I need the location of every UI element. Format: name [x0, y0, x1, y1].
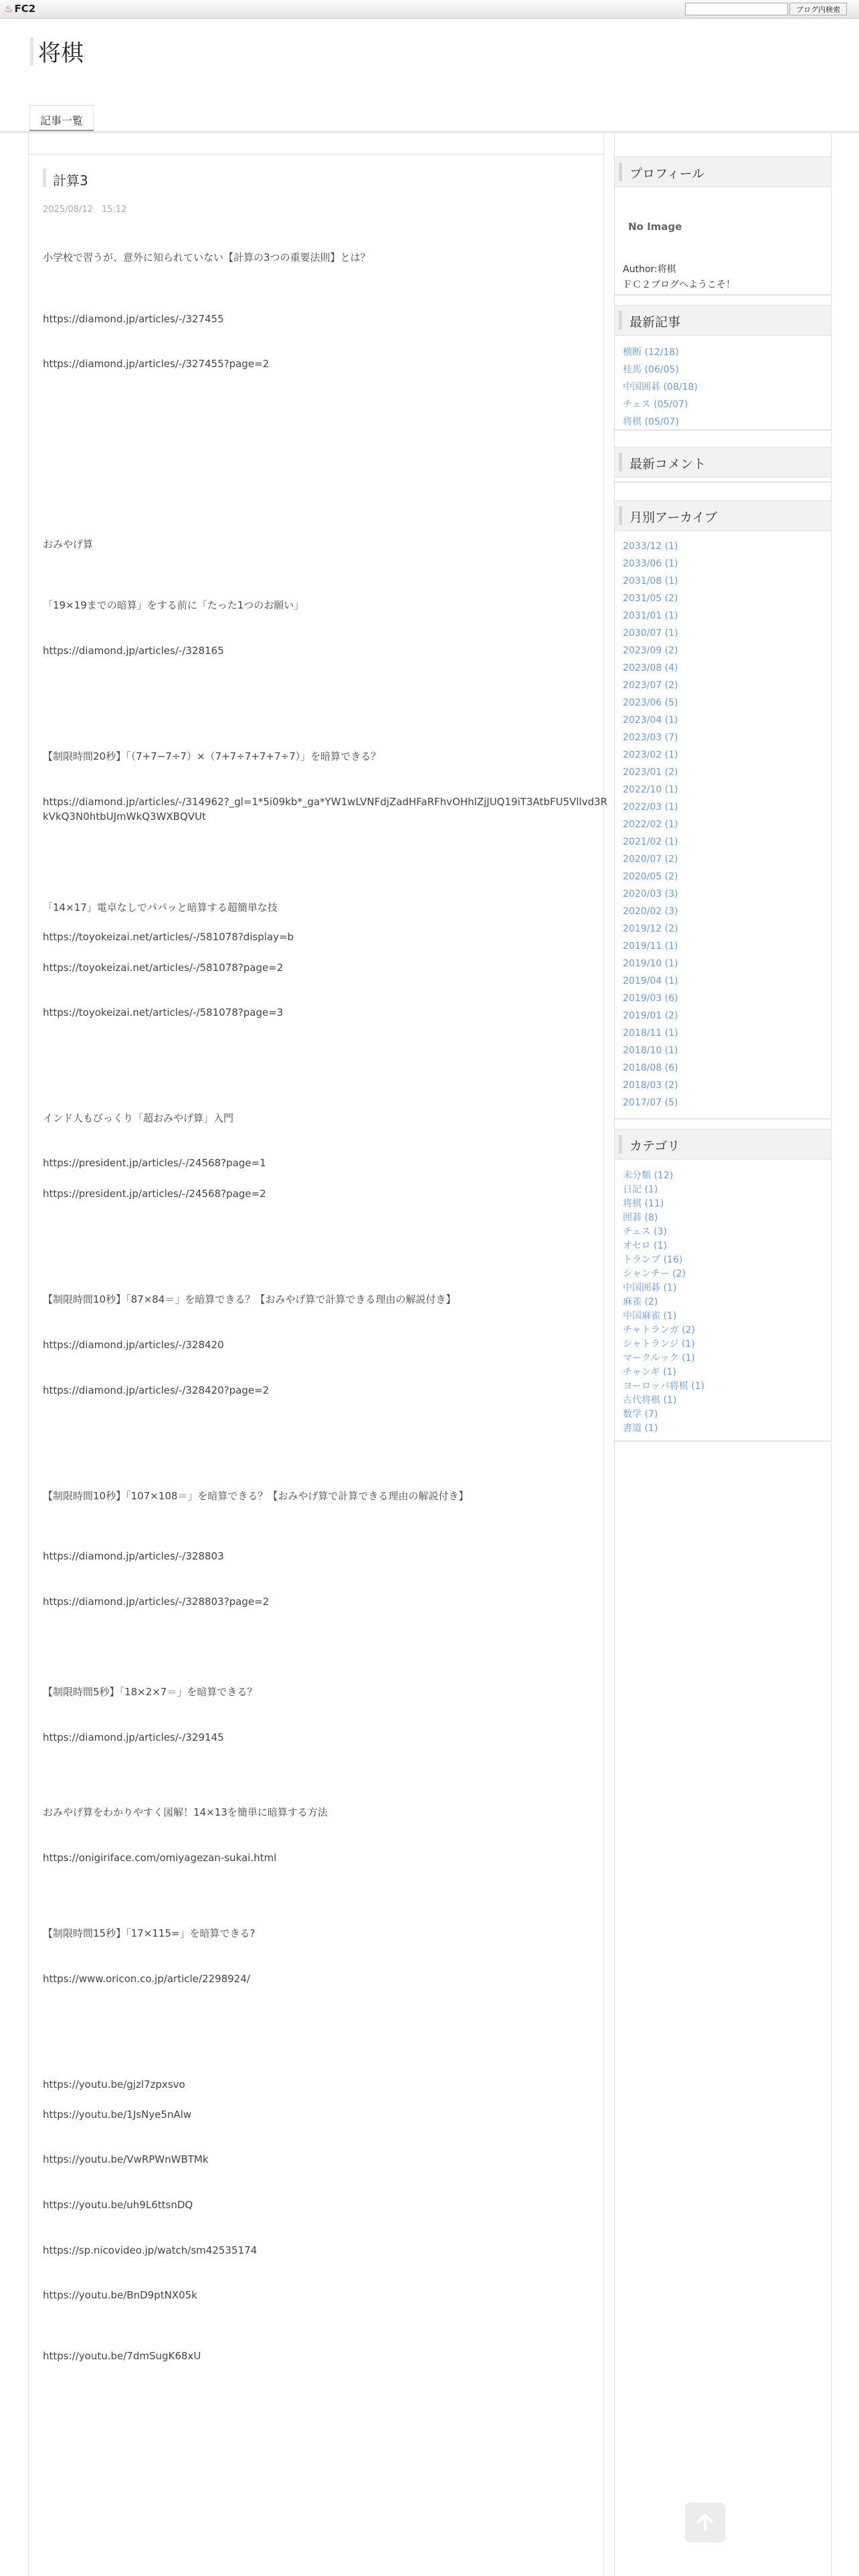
archive-month-link[interactable]: 2030/07 (1): [623, 628, 678, 639]
entry-link[interactable]: https://onigiriface.com/omiyagezan-sukai.html: [43, 1852, 277, 1864]
archive-month-link[interactable]: 2031/08 (1): [623, 576, 678, 586]
nav-tab-border: [29, 105, 94, 106]
category-link[interactable]: 古代将棋 (1): [623, 1395, 677, 1406]
archive-month-link[interactable]: 2019/10 (1): [623, 958, 678, 969]
archive-month-link[interactable]: 2022/03 (1): [623, 802, 678, 813]
archive-month-link[interactable]: 2020/03 (3): [623, 889, 678, 899]
archive-month-link[interactable]: 2023/08 (4): [623, 663, 678, 673]
entry-link[interactable]: https://toyokeizai.net/articles/-/581078?page=2: [43, 962, 284, 974]
category-link[interactable]: チェス (3): [623, 1226, 667, 1237]
profile-image-placeholder: No Image: [628, 221, 682, 233]
profile-heading-text: プロフィール: [630, 167, 705, 181]
category-link[interactable]: マークルック (1): [623, 1353, 695, 1364]
entry-link[interactable]: https://diamond.jp/articles/-/328420?page=2: [43, 1384, 270, 1396]
entry-text: 【制限時間10秒】「87×84＝」を暗算できる？【おみやげ算で計算できる理由の解説付き】: [43, 1293, 456, 1305]
archive-month-link[interactable]: 2022/02 (1): [623, 819, 678, 830]
archive-month-link[interactable]: 2023/03 (7): [623, 732, 678, 743]
entry-link[interactable]: https://diamond.jp/articles/-/328165: [43, 645, 224, 657]
category-link[interactable]: 書道 (1): [623, 1423, 658, 1434]
entry-link[interactable]: https://diamond.jp/articles/-/327455?page=2: [43, 358, 270, 370]
entry-text: 小学校で習うが、意外に知られていない【計算の3つの重要法則】とは？: [43, 251, 371, 263]
archive-month-link[interactable]: 2023/04 (1): [623, 715, 678, 726]
archive-month-link[interactable]: 2017/07 (5): [623, 1097, 678, 1108]
archive-month-link[interactable]: 2018/08 (6): [623, 1063, 678, 1073]
archive-month-link[interactable]: 2023/07 (2): [623, 680, 678, 691]
blog-title-accent: [30, 37, 33, 66]
entry-text: 【制限時間15秒】「17×115=」を暗算できる?: [43, 1927, 256, 1939]
categories-heading-text: カテゴリ: [630, 1139, 680, 1154]
entry-link[interactable]: https://youtu.be/VwRPWnWBTMk: [43, 2153, 209, 2165]
archive-month-link[interactable]: 2023/02 (1): [623, 750, 678, 760]
archive-month-link[interactable]: 2019/04 (1): [623, 976, 678, 986]
recent-comments-heading: [615, 447, 831, 477]
archive-month-link[interactable]: 2019/03 (6): [623, 993, 678, 1004]
heading-accent: [619, 163, 622, 181]
archive-month-link[interactable]: 2022/10 (1): [623, 784, 678, 795]
entry-link[interactable]: https://sp.nicovideo.jp/watch/sm42535174: [43, 2244, 258, 2256]
category-link[interactable]: 日記 (1): [623, 1184, 658, 1195]
entry-link[interactable]: https://youtu.be/1JsNye5nAlw: [43, 2109, 192, 2121]
recent-entries-heading: [615, 305, 831, 336]
archive-month-link[interactable]: 2020/05 (2): [623, 871, 678, 882]
category-link[interactable]: 中国麻雀 (1): [623, 1311, 677, 1321]
fc2-logo[interactable]: ♨ FC2: [4, 3, 36, 15]
archives-heading-text: 月別アーカイブ: [630, 510, 717, 525]
profile-heading: [615, 156, 831, 187]
entry-text: おみやげ算: [43, 538, 94, 550]
arrow-up-icon: [694, 2511, 717, 2534]
entry-text: おみやげ算をわかりやすく図解！14×13を簡単に暗算する方法: [43, 1806, 328, 1818]
entry-link[interactable]: https://diamond.jp/articles/-/328803: [43, 1550, 224, 1562]
category-link[interactable]: 中国囲碁 (1): [623, 1283, 677, 1293]
entry-text: 「14×17」電卓なしでパパッと暗算する超簡単な技: [43, 901, 278, 914]
archive-month-link[interactable]: 2023/09 (2): [623, 645, 678, 656]
recent-entries-heading-text: 最新記事: [630, 315, 681, 330]
sidebar: [614, 134, 832, 2576]
main-column: [28, 134, 607, 2576]
categories-heading: [615, 1129, 831, 1160]
heading-accent: [619, 506, 622, 525]
widget-divider: [615, 481, 831, 483]
entry-text: 「19×19までの暗算」をする前に「たった1つのお願い」: [43, 599, 304, 611]
widget-divider: [615, 429, 831, 431]
category-link[interactable]: 将棋 (11): [623, 1198, 664, 1209]
recent-entry-link[interactable]: チェス (05/07): [623, 399, 688, 410]
archive-month-link[interactable]: 2018/03 (2): [623, 1080, 678, 1091]
archive-month-link[interactable]: 2019/11 (1): [623, 941, 678, 952]
heading-accent: [619, 453, 622, 471]
recent-entry-link[interactable]: 将棋 (05/07): [623, 417, 679, 427]
entry-link[interactable]: https://youtu.be/7dmSugK68xU: [43, 2350, 201, 2362]
category-link[interactable]: 未分類 (12): [623, 1170, 674, 1181]
blog-search-input[interactable]: [685, 3, 788, 15]
blog-title[interactable]: 将棋: [38, 40, 84, 67]
archive-month-link[interactable]: 2023/01 (2): [623, 767, 678, 778]
entry-title[interactable]: 計算3: [53, 173, 88, 189]
blog-search-button[interactable]: ブログ内検索: [789, 3, 847, 15]
archive-month-link[interactable]: 2033/06 (1): [623, 558, 678, 569]
entry-text: 【制限時間5秒】「18×2×7＝」を暗算できる？: [43, 1686, 258, 1698]
category-link[interactable]: シャトランジ (1): [623, 1339, 695, 1350]
entry-link[interactable]: https://diamond.jp/articles/-/328420: [43, 1339, 224, 1351]
entry-link[interactable]: https://www.oricon.co.jp/article/2298924/: [43, 1973, 250, 1985]
archive-month-link[interactable]: 2031/01 (1): [623, 611, 678, 621]
category-link[interactable]: オセロ (1): [623, 1241, 667, 1251]
archive-month-link[interactable]: 2019/01 (2): [623, 1010, 678, 1021]
category-link[interactable]: チャンギ (1): [623, 1367, 676, 1378]
widget-divider: [615, 1440, 831, 1442]
page-top-button[interactable]: [685, 2502, 725, 2543]
category-link[interactable]: トランプ (16): [623, 1255, 683, 1265]
archive-month-link[interactable]: 2018/10 (1): [623, 1045, 678, 1056]
recent-entry-link[interactable]: 中国囲碁 (08/18): [623, 382, 698, 393]
entry-link[interactable]: https://diamond.jp/articles/-/328803?page=2: [43, 1596, 270, 1608]
recent-entry-link[interactable]: 桂馬 (06/05): [623, 364, 679, 375]
archive-month-link[interactable]: 2019/12 (2): [623, 924, 678, 934]
entry-link[interactable]: https://diamond.jp/articles/-/329145: [43, 1731, 224, 1743]
nav-tab-border: [29, 105, 30, 130]
category-link[interactable]: シャンチー (2): [623, 1269, 686, 1279]
fc2-toolbar: [0, 0, 859, 19]
entry-link[interactable]: https://president.jp/articles/-/24568?page=2: [43, 1188, 266, 1200]
entry-link[interactable]: https://diamond.jp/articles/-/314962?_gl=1*5i09kb*_ga*YW1wLVNFdjZadHFaRFhvOHhlZjJUQ19iT3AtbFU5Vllvd3RkVkQ3N0htbUJmWkQ3WXBQVUt: [43, 796, 607, 823]
entry-text: 【制限時間10秒】「107×108＝」を暗算できる？【おみやげ算で計算できる理由の解説付き】: [43, 1490, 469, 1502]
profile-welcome: ＦＣ２ブログへようこそ！: [623, 280, 735, 290]
recent-comments-heading-text: 最新コメント: [630, 457, 706, 471]
entry-date: 2025/08/12 15:12: [43, 205, 127, 215]
entry-link[interactable]: https://youtu.be/uh9L6ttsnDQ: [43, 2199, 193, 2211]
recent-entry-link[interactable]: 横断 (12/18): [623, 347, 679, 358]
nav-tab-border: [93, 105, 94, 130]
entry-text: 【制限時間20秒】「（7+7−7÷7）×（7+7÷7+7+7÷7）」を暗算できる？: [43, 750, 381, 762]
archive-month-link[interactable]: 2023/06 (5): [623, 697, 678, 708]
widget-divider: [615, 1118, 831, 1119]
archive-month-link[interactable]: 2021/02 (1): [623, 837, 678, 847]
category-link[interactable]: 数学 (7): [623, 1409, 658, 1420]
archives-heading: [615, 500, 831, 531]
entry-link[interactable]: https://toyokeizai.net/articles/-/581078?page=3: [43, 1006, 284, 1018]
category-link[interactable]: 囲碁 (8): [623, 1212, 658, 1223]
heading-accent: [619, 1135, 622, 1154]
profile-author: Author:将棋: [623, 264, 676, 275]
heading-accent: [619, 311, 622, 330]
archive-month-link[interactable]: 2018/11 (1): [623, 1028, 678, 1039]
archive-month-link[interactable]: 2033/12 (1): [623, 541, 678, 552]
category-link[interactable]: チャトランガ (2): [623, 1325, 695, 1335]
fc2-logo-text: FC2: [14, 3, 36, 15]
entry-link[interactable]: https://youtu.be/gjzl7zpxsvo: [43, 2078, 185, 2090]
entry-text: インド人もびっくり「超おみやげ算」入門: [43, 1112, 234, 1124]
header-divider: [0, 131, 859, 133]
category-link[interactable]: 麻雀 (2): [623, 1297, 658, 1307]
archive-month-link[interactable]: 2020/07 (2): [623, 854, 678, 865]
entry-link[interactable]: https://president.jp/articles/-/24568?page=1: [43, 1157, 266, 1169]
entry-link[interactable]: https://toyokeizai.net/articles/-/581078?display=b: [43, 931, 294, 943]
entry-title-accent: [43, 169, 46, 187]
nav-entries-link[interactable]: 記事一覧: [40, 114, 84, 127]
widget-divider: [615, 294, 831, 296]
archive-month-link[interactable]: 2020/02 (3): [623, 906, 678, 917]
entry-link[interactable]: https://youtu.be/BnD9ptNX05k: [43, 2289, 197, 2301]
category-link[interactable]: ヨーロッパ将棋 (1): [623, 1381, 705, 1392]
entry-link[interactable]: https://diamond.jp/articles/-/327455: [43, 313, 224, 325]
archive-month-link[interactable]: 2031/05 (2): [623, 593, 678, 604]
